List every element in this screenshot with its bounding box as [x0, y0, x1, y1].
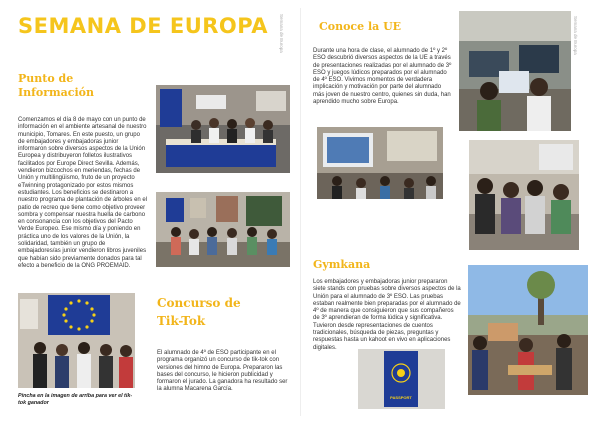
punto-title: Punto de Información [18, 72, 94, 99]
tiktok-title-2: Tik-Tok [157, 314, 206, 328]
photo-classroom-presentation [317, 127, 443, 199]
gymkana-title: Gymkana [313, 258, 371, 271]
side-label-right: Semana de Europa [573, 16, 578, 55]
gymkana-text: Los embajadores y embajadoras junior prepararon siete stands con pruebas sobre diversos aspectos de la Unión para el alumnado de 3º ESO. Las pruebas estaban realmente bien preparadas por el alumnado de 4º de manera que consiguieron que sus compañeros de 3º aprendieran de forma lúdica y significativa. Tuvieron desde representaciones de cuentos tradicionales, búsqueda de piezas, preguntas y respuestas hasta un kahoot en vivo en aplicaciones digitales. [313, 279, 461, 351]
photo-classroom-laptops [459, 11, 571, 131]
conoce-text: Durante una hora de clase, el alumnado de 1º y 2º ESO descubrió diversos aspectos de la UE a través de presentaciones realizadas por el alumnado de 3º ESO y juegos lúdicos preparados por el alumnado de 4º ESO. Vivimos momentos de verdadera implicación y motivación por parte del alumnado más joven de nuestro centro, quienes sin duda, han aprendido mucho sobre Europa. [313, 48, 452, 106]
photo-outdoor-gymkana [468, 265, 588, 395]
photo-group-posters [156, 192, 290, 267]
tiktok-text: El alumnado de 4º de ESO participante en el programa organizó un concurso de tik-tok con versiones del himno de Europa. Prepararon las bases del concurso, le hicieron publicidad y formaron el jurado. La ganadora ha resultado ser la alumna Macarena García. [157, 350, 288, 393]
page-title: SEMANA DE EUROPA [18, 14, 268, 38]
tiktok-title-1: Concurso de [157, 296, 241, 310]
punto-text: Comenzamos el día 8 de mayo con un punto de información en el ambiente artesanal de nuestro municipio, Tomares. En este puesto, un grupo de embajadores y embajadoras junior informaron sobre diversos aspectos de la Unión Europea y distribuyeron folletos ilustrativos facilitados por Europe Direct Sevilla. Además, vendieron bizcochos en meriendas, fechas de Unión y multilingüismo, fruto de un proyecto eTwinning protagonizado por estos mismos estudiantes. Los beneficios se destinaron a nuestro programa de plantación de árboles en el patio de recreo que tiene como objetivo proveer sombra y compensar nuestra huella de carbono en consonancia con los objetivos del Pacto Verde Europeo. Ese mismo día y poniendo en práctica uno de los valores de la Unión, la solidaridad, también un grupo de embajadores/as junior vendieron libros juveniles que habían sido previamente donados para tal efecto a beneficio de la ONG PROEMAID. [18, 117, 148, 269]
photo-classroom-students [469, 140, 579, 250]
photo-passport [358, 349, 445, 409]
photo-tiktok-winner[interactable] [18, 293, 135, 388]
conoce-title: Conoce la UE [319, 20, 402, 33]
passport-label: PASSPORT [390, 395, 412, 400]
side-label-left: Semana de Europa [279, 14, 284, 53]
photo-info-stand [156, 85, 290, 173]
tiktok-caption: Pincha en la imagen de arriba para ver el tik-tok ganador [18, 393, 133, 406]
